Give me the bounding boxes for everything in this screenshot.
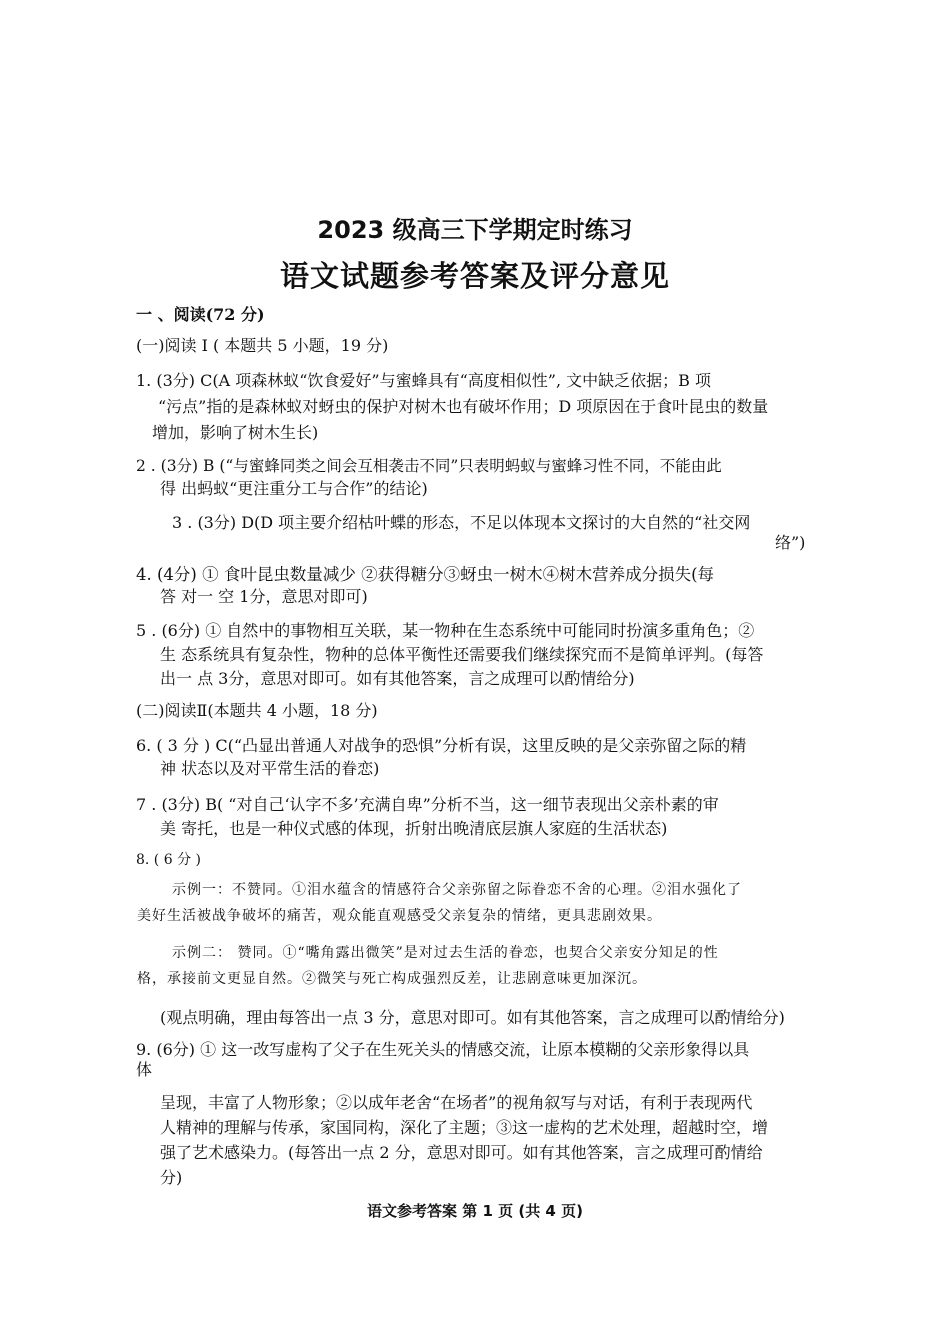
q8-scoring-note: (观点明确，理由每答出一点 3 分，意思对即可。如有其他答案，言之成理可以酌情给分) (160, 1008, 785, 1027)
q8-example-line: 格，承接前文更显自然。②微笑与死亡构成强烈反差，让悲剧意味更加深沉。 (137, 971, 647, 987)
q5-line: 生 态系统具有复杂性，物种的总体平衡性还需要我们继续探究而不是简单评判。(每答 (160, 645, 764, 664)
q4-line: 答 对一 空 1分，意思对即可) (160, 587, 368, 606)
q7-line: 美 寄托，也是一种仪式感的体现，折射出晚清底层旗人家庭的生活状态) (160, 819, 668, 838)
q9-line: 强了艺术感染力。(每答出一点 2 分，意思对即可。如有其他答案，言之成理可酌情给 (160, 1143, 763, 1162)
q5-line: 出一 点 3分，意思对即可。如有其他答案，言之成理可以酌情给分) (160, 669, 635, 688)
document-title: 2023 级高三下学期定时练习 (317, 216, 633, 244)
q2-line: 得 出蚂蚁“更注重分工与合作”的结论) (160, 479, 428, 498)
q9-line: 分) (160, 1168, 183, 1187)
page-footer: 语文参考答案 第 1 页 (共 4 页) (367, 1202, 583, 1220)
q8-example-line: 示例二： 赞同。①“嘴角露出微笑”是对过去生活的眷恋，也契合父亲安分知足的性 (172, 945, 719, 961)
document-subtitle: 语文试题参考答案及评分意见 (279, 259, 670, 293)
part1-heading: (一)阅读 I ( 本题共 5 小题，19 分) (136, 336, 389, 355)
q6-line: 6. ( 3 分 ) C(“凸显出普通人对战争的恐惧”分析有误，这里反映的是父亲弥留之际的精 (136, 736, 747, 755)
q3-line: 络”) (775, 533, 806, 552)
q4-line: 4. (4分) ① 食叶昆虫数量减少 ②获得糖分③蚜虫一树木④树木营养成分损失(每 (136, 565, 715, 584)
part2-heading: (二)阅读Ⅱ(本题共 4 小题，18 分) (136, 701, 378, 720)
q9-line: 人精神的理解与传承，家国同构，深化了主题；③这一虚构的艺术处理，超越时空，增 (160, 1118, 769, 1137)
q9-line: 9. (6分) ① 这一改写虚构了父子在生死关头的情感交流，让原本模糊的父亲形象得以具 (136, 1040, 750, 1059)
q9-line: 体 (136, 1060, 153, 1079)
q6-line: 神 状态以及对平常生活的眷恋) (160, 759, 380, 778)
q5-line: 5 . (6分) ① 自然中的事物相互关联，某一物种在生态系统中可能同时扮演多重角色；② (136, 621, 755, 640)
q9-line: 呈现，丰富了人物形象；②以成年老舍“在场者”的视角叙写与对话，有利于表现两代 (160, 1093, 753, 1112)
section-heading: 一 、阅读(72 分) (136, 305, 265, 324)
q1-line: “污点”指的是森林蚁对蚜虫的保护对树木也有破坏作用；D 项原因在于食叶昆虫的数量 (158, 397, 769, 416)
q3-line: 3 . (3分) D(D 项主要介绍枯叶蝶的形态，不足以体现本文探讨的大自然的“社交网 (172, 513, 751, 532)
q7-line: 7 . (3分) B( “对自己‘认字不多’充满自卑”分析不当，这一细节表现出父亲朴素的审 (136, 795, 719, 814)
q8-example-line: 示例一：不赞同。①泪水蕴含的情感符合父亲弥留之际眷恋不舍的心理。②泪水强化了 (172, 882, 742, 898)
q2-line: 2 . (3分) B (“与蜜蜂同类之间会互相袭击不同”只表明蚂蚁与蜜蜂习性不同，不能由此 (136, 457, 722, 475)
q8-example-line: 美好生活被战争破坏的痛苦，观众能直观感受父亲复杂的情绪，更具悲剧效果。 (137, 908, 662, 924)
q1-line: 1. (3分) C(A 项森林蚁“饮食爱好”与蜜蜂具有“高度相似性”, 文中缺乏依据；B 项 (136, 371, 711, 390)
q1-line: 增加，影响了树木生长) (152, 423, 319, 442)
q8-label: 8. ( 6 分 ) (136, 852, 201, 868)
